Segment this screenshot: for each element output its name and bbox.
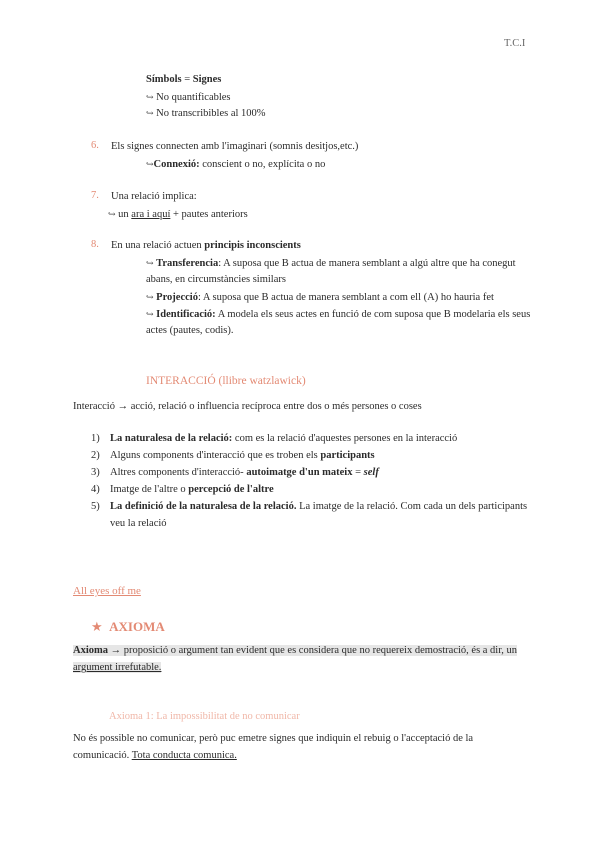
item-7-sub-pre: un bbox=[118, 209, 132, 220]
interaccio-heading: INTERACCIÓ (llibre watzlawick) bbox=[146, 375, 306, 387]
list-item-bold: autoimatge d'un mateix bbox=[246, 467, 353, 478]
identificacio-line-2: actes (pautes, codis). bbox=[146, 325, 234, 336]
list-number: 5) bbox=[91, 501, 100, 512]
item-6-sub bbox=[146, 157, 325, 172]
axioma-line-2: argument irrefutable. bbox=[73, 662, 162, 673]
ara-i-aqui: ara i aquí bbox=[131, 209, 171, 220]
axioma-heading bbox=[91, 619, 165, 635]
axioma-heading-label: AXIOMA bbox=[109, 619, 165, 634]
transferencia-line-2: abans, en circumstàncies similars bbox=[146, 274, 286, 285]
axioma-1-line-2-pre: comunicació. bbox=[73, 750, 132, 761]
list-item-text: com es la relació d'aquestes persones en la interacció bbox=[232, 433, 458, 444]
simbols-item-1 bbox=[146, 90, 231, 105]
list-item-eq: = bbox=[352, 467, 364, 478]
list-item-text: Alguns components d'interacció que es troben els bbox=[110, 450, 321, 461]
connexio-label: Connexió: bbox=[153, 159, 200, 170]
connexio-text: conscient o no, explícita o no bbox=[199, 159, 326, 170]
simbols-title bbox=[146, 73, 221, 87]
simbols-eq: = bbox=[181, 74, 193, 85]
list-item-text: Altres components d'interacció- bbox=[110, 467, 247, 478]
list-item-4 bbox=[110, 484, 274, 495]
interaccio-definition: Interacció → acció, relació o influencia recíproca entre dos o més persones o coses bbox=[73, 401, 422, 412]
tota-conducta-comunica: Tota conducta comunica. bbox=[131, 750, 237, 761]
axioma-1-heading: Axioma 1: La impossibilitat de no comunicar bbox=[109, 711, 300, 722]
item-7-sub bbox=[108, 207, 248, 222]
axioma-term: Axioma bbox=[73, 645, 108, 656]
hook-arrow-icon: ↪ bbox=[146, 159, 154, 169]
simbols-item-2 bbox=[146, 106, 266, 121]
item-6-text: Els signes connecten amb l'imaginari (somnis desitjos,etc.) bbox=[111, 141, 359, 152]
list-number: 2) bbox=[91, 450, 100, 461]
identificacio-line bbox=[146, 307, 530, 322]
hook-arrow-icon: ↪ bbox=[146, 309, 154, 319]
arrow-icon: → bbox=[108, 645, 124, 656]
item-8-number: 8. bbox=[91, 239, 99, 250]
simbols-title-a: Símbols bbox=[146, 74, 182, 85]
list-number: 4) bbox=[91, 484, 100, 495]
list-item-bold: La definició de la naturalesa de la relació. bbox=[110, 501, 297, 512]
transferencia-label: Transferencia bbox=[156, 258, 219, 269]
list-item-bold: participants bbox=[320, 450, 375, 461]
projeccio-label: Projecció bbox=[156, 292, 198, 303]
simbols-item-label: No quantificables bbox=[156, 92, 231, 103]
axioma-definition bbox=[73, 644, 517, 658]
simbols-item-label: No transcribibles al 100% bbox=[156, 108, 266, 119]
list-item-1 bbox=[110, 433, 457, 444]
axioma-line-1: proposició o argument tan evident que es considera que no requereix demostració, és a dir, un bbox=[123, 645, 518, 656]
list-number: 1) bbox=[91, 433, 100, 444]
projeccio-text: : A suposa que B actua de manera semblant a com ell (A) ho hauria fet bbox=[197, 292, 494, 303]
simbols-title-b: Signes bbox=[192, 74, 222, 85]
axioma-definition-2 bbox=[73, 661, 161, 675]
hook-arrow-icon: ↪ bbox=[146, 292, 154, 302]
list-item-bold: percepció de l'altre bbox=[188, 484, 274, 495]
transferencia-text: : A suposa que B actua de manera semblant a algú altre que ha conegut bbox=[218, 258, 516, 269]
projeccio-line bbox=[146, 290, 494, 305]
header-tag: T.C.I bbox=[504, 38, 526, 49]
identificacio-text: A modela els seus actes en funció de com suposa que B modelaria els seus bbox=[215, 309, 531, 320]
principis-inconscients: principis inconscients bbox=[204, 240, 301, 251]
item-8-text bbox=[111, 239, 301, 253]
all-eyes-off-me-link[interactable]: All eyes off me bbox=[73, 585, 141, 597]
list-item-5-line-2: veu la relació bbox=[110, 518, 167, 529]
item-7-number: 7. bbox=[91, 190, 99, 201]
list-item-3 bbox=[110, 467, 379, 478]
list-item-2 bbox=[110, 450, 375, 461]
item-7-text: Una relació implica: bbox=[111, 191, 197, 202]
axioma-definition-line-1 bbox=[73, 645, 517, 656]
self-term: self bbox=[363, 467, 379, 478]
hook-arrow-icon: ↪ bbox=[146, 108, 154, 118]
list-item-bold: La naturalesa de la relació: bbox=[110, 433, 233, 444]
list-number: 3) bbox=[91, 467, 100, 478]
list-item-5 bbox=[110, 501, 527, 512]
identificacio-label: Identificació: bbox=[156, 309, 216, 320]
star-icon: ★ bbox=[91, 619, 103, 634]
item-6-number: 6. bbox=[91, 140, 99, 151]
axioma-1-line-1: No és possible no comunicar, però puc emetre signes que indiquin el rebuig o l'acceptació de la bbox=[73, 733, 474, 744]
hook-arrow-icon: ↪ bbox=[146, 92, 154, 102]
item-8-text-pre: En una relació actuen bbox=[111, 240, 205, 251]
transferencia-line bbox=[146, 256, 516, 271]
hook-arrow-icon: ↪ bbox=[146, 258, 154, 268]
list-item-text: Imatge de l'altre o bbox=[110, 484, 189, 495]
list-item-text: La imatge de la relació. Com cada un dels participants bbox=[296, 501, 528, 512]
axioma-1-line-2 bbox=[73, 749, 237, 763]
hook-arrow-icon: ↪ bbox=[108, 209, 116, 219]
item-7-sub-post: + pautes anteriors bbox=[170, 209, 248, 220]
